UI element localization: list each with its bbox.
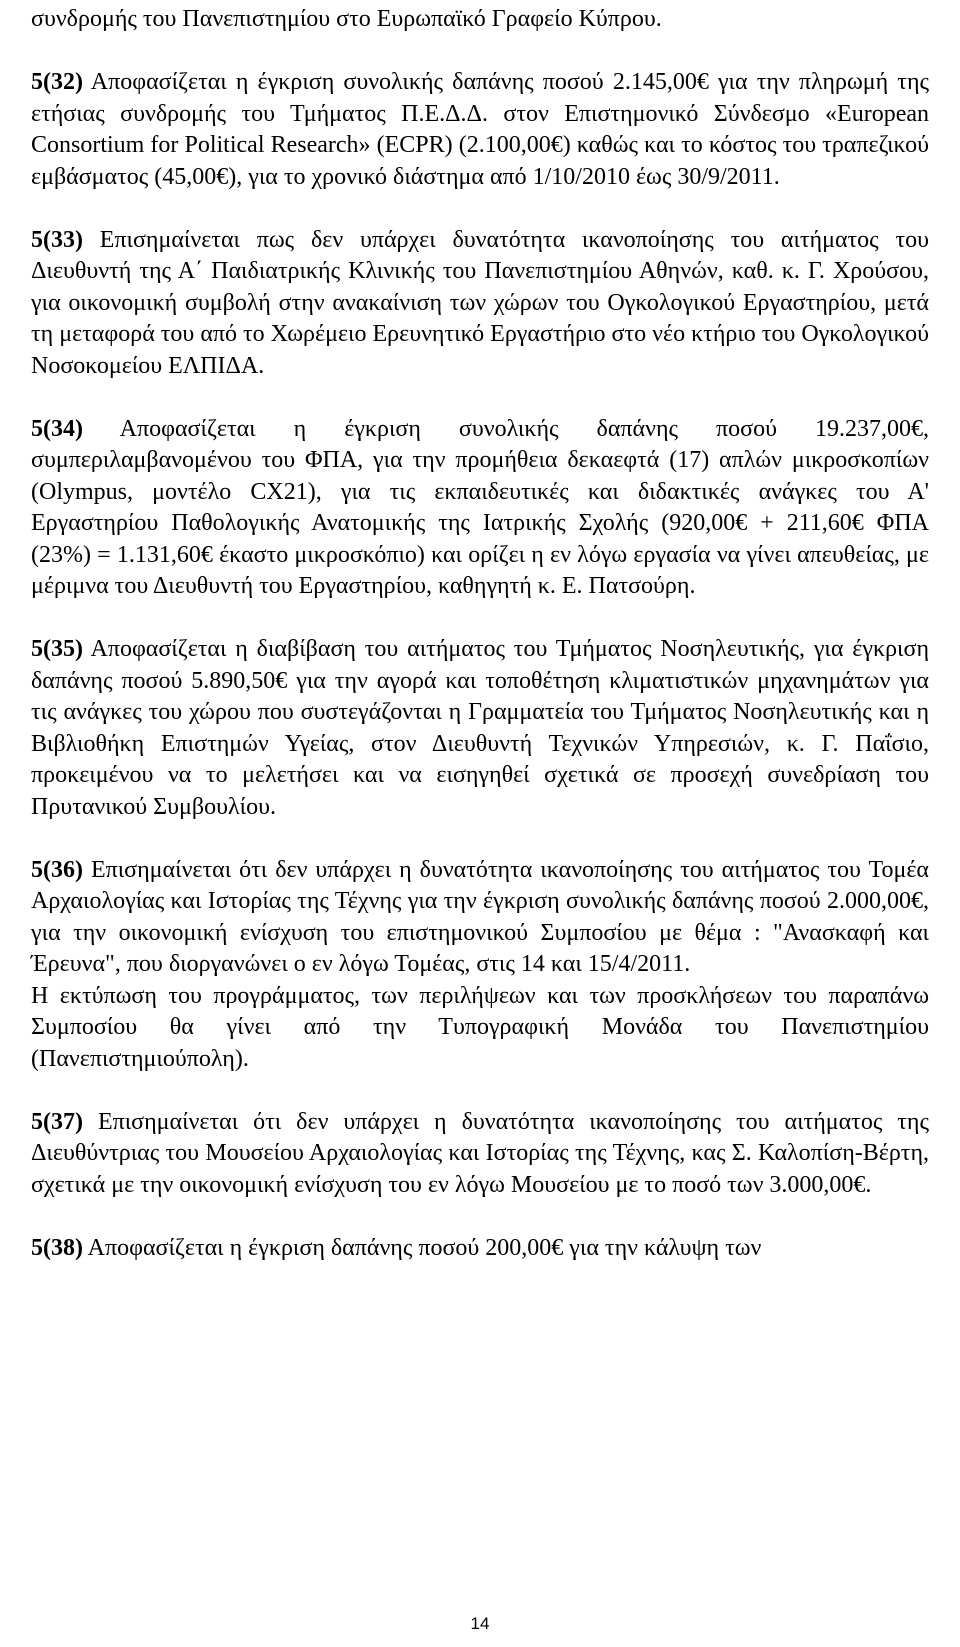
document-body — [31, 4, 929, 1264]
item-number: 5(34) — [31, 415, 83, 442]
paragraph-intro — [31, 4, 929, 36]
paragraph-text: Επισημαίνεται ότι δεν υπάρχει η δυνατότητα ικανοποίησης του αιτήματος του Τομέα Αρχαιολογίας και Ιστορίας της Τέχνης για την έγκριση συνολικής δαπάνης ποσού 2.000,00€, για την οικονομική ενίσχυση του επιστημονικού Συμποσίου με θέμα : "Ανασκαφή και Έρευνα", που διοργανώνει ο εν λόγω Τομέας, στις 14 και 15/4/2011. — [31, 856, 929, 977]
paragraph-5-37 — [31, 1107, 929, 1202]
paragraph-5-38 — [31, 1233, 929, 1265]
paragraph-5-32 — [31, 67, 929, 193]
paragraph-text: Επισημαίνεται πως δεν υπάρχει δυνατότητα ικανοποίησης του αιτήματος του Διευθυντή της Α΄ Παιδιατρικής Κλινικής του Πανεπιστημίου Αθηνών, καθ. κ. Γ. Χρούσου, για οικονομική συμβολή στην ανακαίνιση των χώρων του Ογκολογικού Εργαστηρίου, μετά τη μεταφορά του από το Χωρέμειο Ερευνητικό Εργαστήριο στο νέο κτήριο του Ογκολογικού Νοσοκομείου ΕΛΠΙΔΑ. — [31, 226, 929, 379]
paragraph-5-36 — [31, 855, 929, 981]
paragraph-text: Αποφασίζεται η έγκριση συνολικής δαπάνης ποσού 2.145,00€ για την πληρωμή της ετήσιας συνδρομής του Τμήματος Π.Ε.Δ.Δ. στον Επιστημονικό Σύνδεσμο «European Consortium for Political Research» (ECPR) (2.100,00€) καθώς και το κόστος του τραπεζικού εμβάσματος (45,00€), για το χρονικό διάστημα από 1/10/2010 έως 30/9/2011. — [31, 69, 929, 190]
item-number: 5(37) — [31, 1108, 83, 1135]
paragraph-5-34 — [31, 414, 929, 603]
item-number: 5(32) — [31, 69, 83, 95]
paragraph-text: Επισημαίνεται ότι δεν υπάρχει η δυνατότητα ικανοποίησης του αιτήματος της Διευθύντριας του Μουσείου Αρχαιολογίας και Ιστορίας της Τέχνης, κας Σ. Καλοπίση-Βέρτη, σχετικά με την οικονομική ενίσχυση του εν λόγω Μουσείου με το ποσό των 3.000,00€. — [31, 1108, 929, 1198]
paragraph-5-33 — [31, 225, 929, 383]
paragraph-text: Αποφασίζεται η έγκριση συνολικής δαπάνης ποσού 19.237,00€, συμπεριλαμβανομένου του ΦΠΑ, για την προμήθεια δεκαεφτά (17) απλών μικροσκοπίων (Olympus, μοντέλο CX21), για τις εκπαιδευτικές και διδακτικές ανάγκες του Α' Εργαστηρίου Παθολογικής Ανατομικής της Ιατρικής Σχολής (920,00€ + 211,60€ ΦΠΑ (23%) = 1.131,60€ έκαστο μικροσκόπιο) και ορίζει η εν λόγω εργασία να γίνει απευθείας, με μέριμνα του Διευθυντή του Εργαστηρίου, καθηγητή κ. Ε. Πατσούρη. — [31, 415, 929, 599]
paragraph-text: Αποφασίζεται η έγκριση δαπάνης ποσού 200,00€ για την κάλυψη των — [82, 1234, 762, 1261]
paragraph-5-36-continued — [31, 981, 929, 1076]
page-number: 14 — [470, 1614, 490, 1633]
item-number: 5(38) — [31, 1234, 83, 1261]
paragraph-text: Η εκτύπωση του προγράμματος, των περιλήψεων και των προσκλήσεων του παραπάνω Συμποσίου θα γίνει από την Τυπογραφική Μονάδα του Πανεπιστημίου (Πανεπιστημιούπολη). — [31, 982, 929, 1072]
paragraph-text: Αποφασίζεται η διαβίβαση του αιτήματος του Τμήματος Νοσηλευτικής, για έγκριση δαπάνης ποσού 5.890,50€ για την αγορά και τοποθέτηση κλιματιστικών μηχανημάτων για τις ανάγκες του χώρου που συστεγάζονται η Γραμματεία του Τμήματος Νοσηλευτικής και η Βιβλιοθήκη Επιστημών Υγείας, στον Διευθυντή Τεχνικών Υπηρεσιών, κ. Γ. Παΐσιο, προκειμένου να το μελετήσει και να εισηγηθεί σχετικά σε προσεχή συνεδρίαση του Πρυτανικού Συμβουλίου. — [31, 636, 929, 820]
item-number: 5(33) — [31, 226, 83, 253]
item-number: 5(36) — [31, 856, 83, 883]
paragraph-text: συνδρομής του Πανεπιστημίου στο Ευρωπαϊκό Γραφείο Κύπρου. — [31, 6, 662, 32]
paragraph-5-35 — [31, 634, 929, 823]
item-number: 5(35) — [31, 636, 83, 662]
